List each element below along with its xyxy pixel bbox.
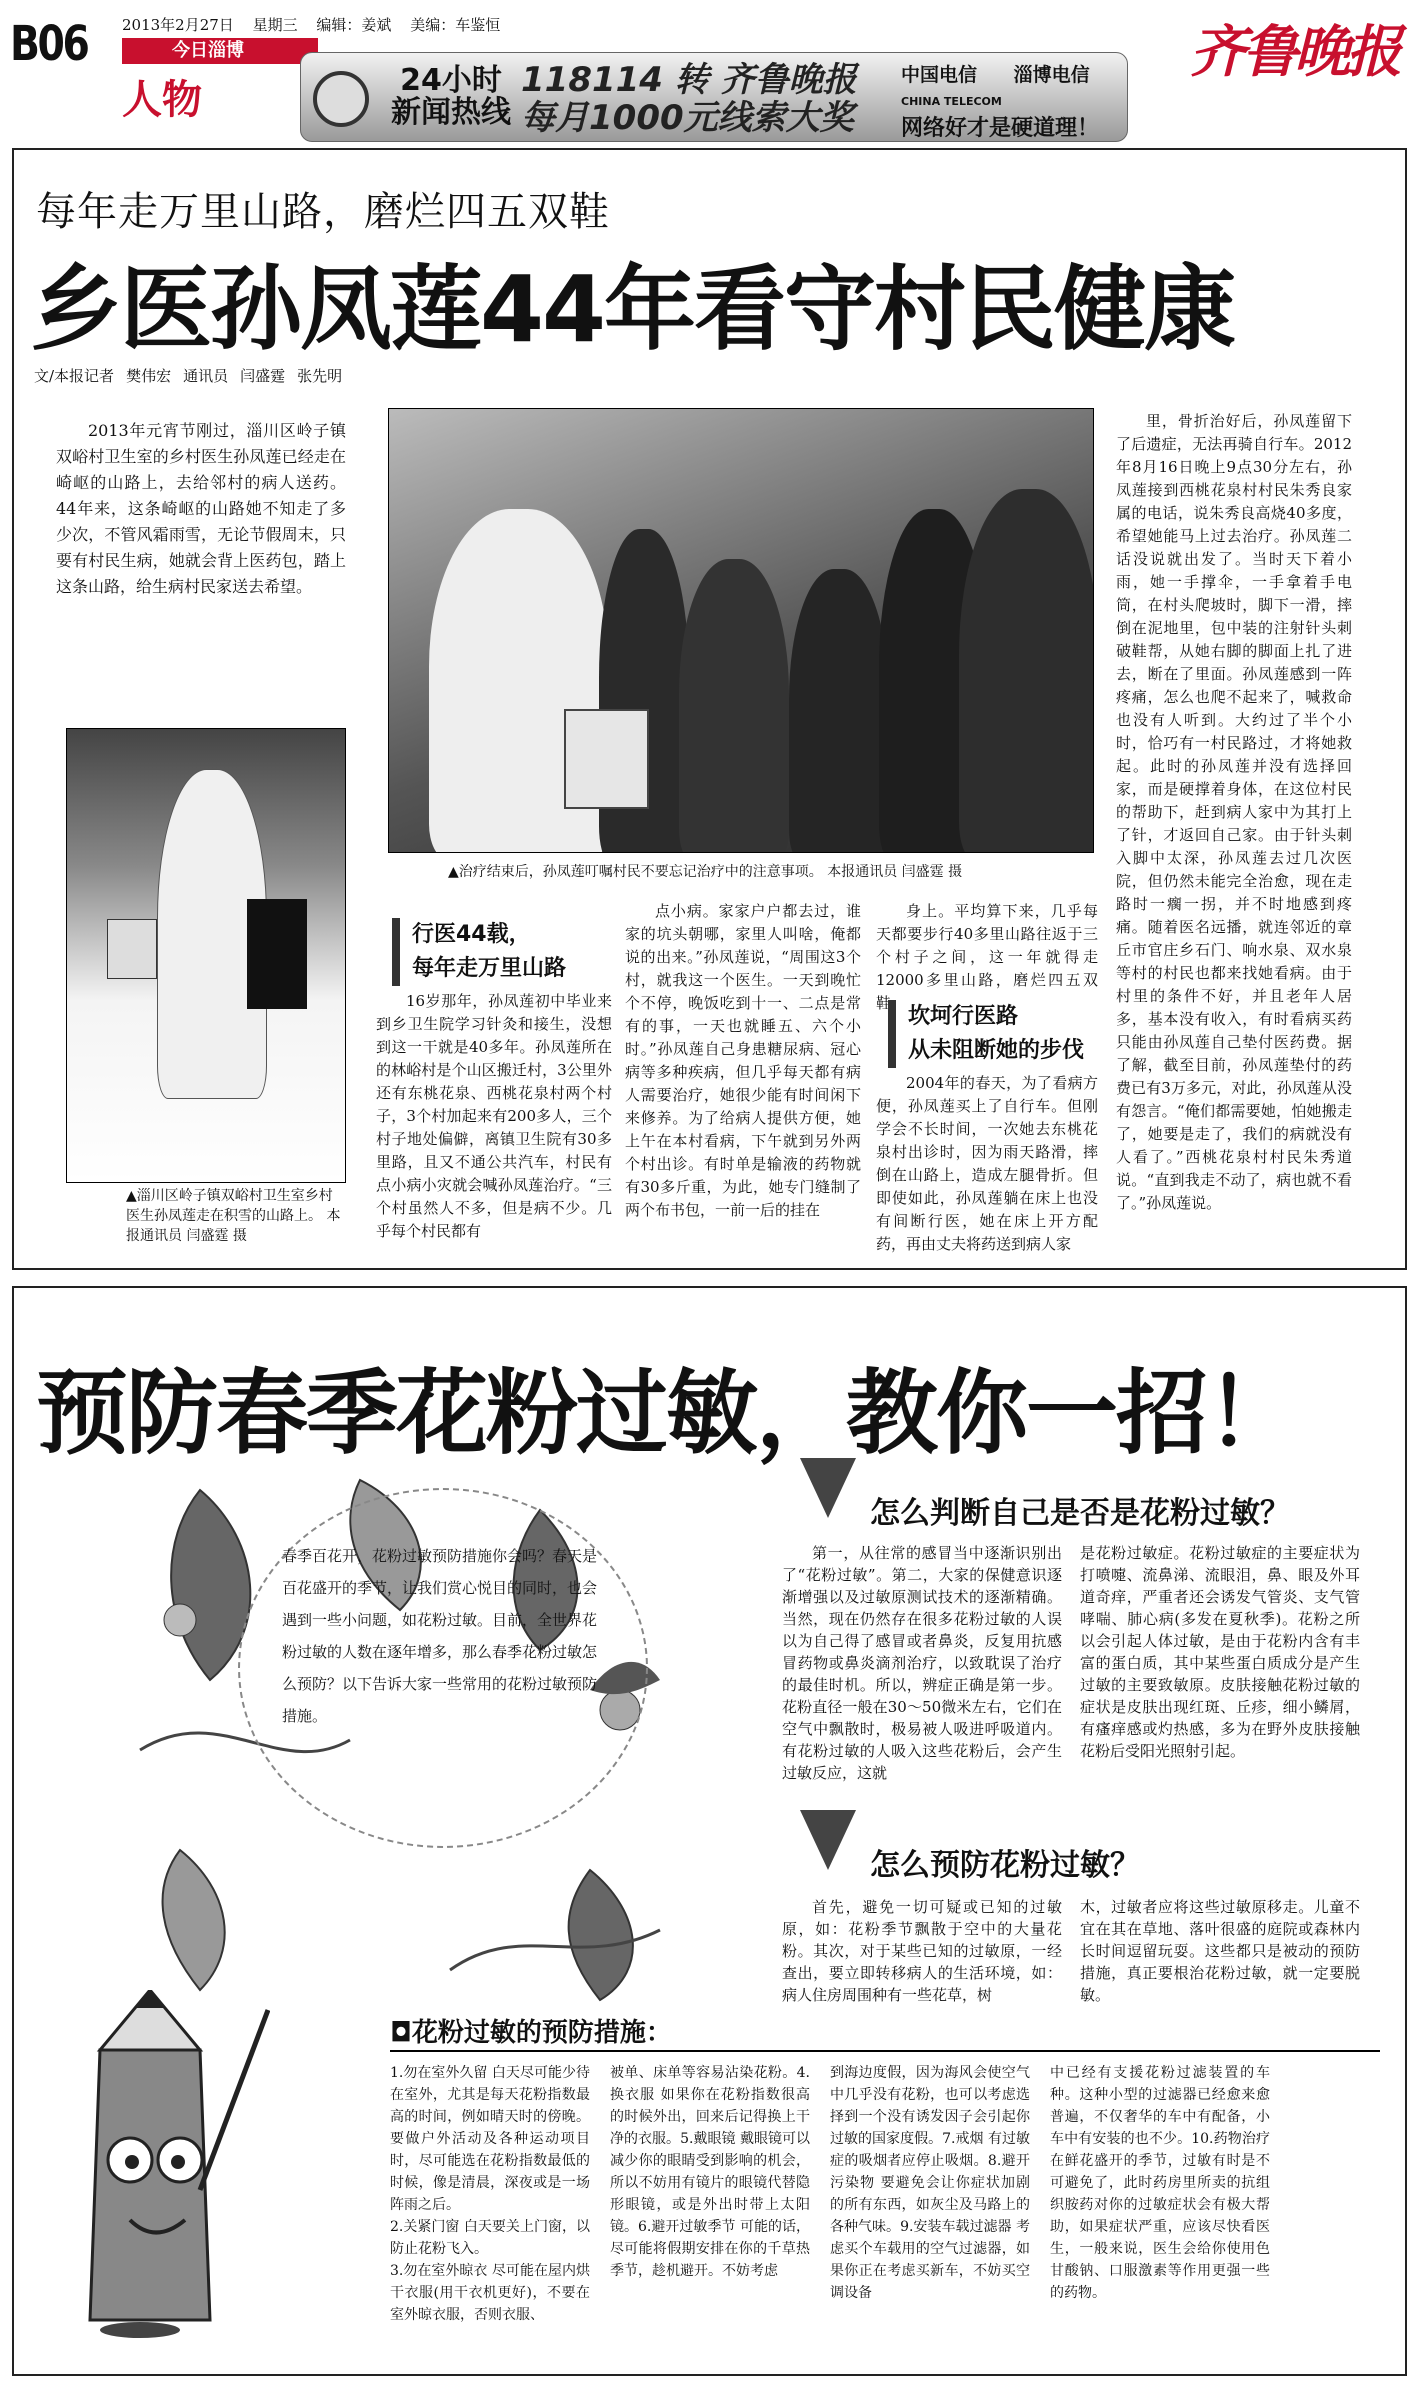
telephone-icon bbox=[313, 71, 369, 127]
article-col-5: 里，骨折治好后，孙凤莲留下了后遗症，无法再骑自行车。2012年8月16日晚上9点30分左右，孙凤莲接到西桃花泉村村民朱秀良家属的电话，说朱秀良高烧40多度，希望她能马上过去治疗。孙凤莲二话没说就出发了。当时天下着小雨，她一手撑伞，一手拿着手电筒，在村头爬坡时，脚下一滑，摔倒在泥地里，包中装的注射针头刺破鞋帮，从她右脚的脚面上扎了进去，断在了里面。孙凤莲感到一阵疼痛，怎么也爬不起来了，喊救命也没有人听到。大约过了半个小时，恰巧有一村民路过，才将她救起。此时的孙凤莲并没有选择回家，而是硬撑着身体，在这位村民的帮助下，赶到病人家中为其打上了针，才返回自己家。由于针头刺入脚中太深，孙凤莲去过几次医院，但仍然未能完全治愈，现在走路时一瘸一拐，并不时地感到疼痛。随着医名远播，就连邻近的章丘市官庄乡石门、响水泉、双水泉等村的村民也都来找她看病。由于村里的条件不好，并且老年人居多，基本没有收入，有时看病买药只能由孙凤莲自己垫付医药费。据了解，截至目前，孙凤莲垫付的药费已有3万多元，对此，孙凤莲从没有怨言。“俺们都需要她，怕她搬走了，她要是走了，我们的病就没有人看了。”西桃花泉村村民朱秀道说。“直到我走不动了，病也就不看了。”孙凤莲说。 bbox=[1116, 412, 1352, 1212]
allergy-headline: 预防春季花粉过敏，教你一招！ bbox=[36, 1360, 1297, 1467]
byline: 文/本报记者 樊伟宏 通讯员 闫盛霆 张先明 bbox=[34, 367, 343, 385]
rubric-tag: 今日淄博 bbox=[122, 38, 318, 64]
answer-2-col-2: 木，过敏者应将这些过敏原移走。儿童不宜在其在草地、落叶很盛的庭院或森林内长时间逗留玩耍。这些都只是被动的预防措施，真正要根治花粉过敏，就一定要脱敏。 bbox=[1080, 1898, 1360, 2004]
measures-rule bbox=[390, 2050, 1380, 2052]
hotline-label: 24小时 新闻热线 bbox=[391, 63, 511, 130]
photo2-caption: ▲淄川区岭子镇双峪村卫生室乡村医生孙凤莲走在积雪的山路上。 本报通讯员 闫盛霆 摄 bbox=[126, 1188, 341, 1244]
measures-col-2: 被单、床单等容易沾染花粉。4.换衣服 如果你在花粉指数很高的时候外出，回来后记得换上干净的衣服。5.戴眼镜 戴眼镜可以减少你的眼睛受到影响的机会，所以不妨用有镜片的眼镜代替隐形眼镜，或是外出时带上太阳镜。6.避开过敏季节 可能的话，尽可能将假期安排在你的千草热季节，趁机避开。不妨考虑 bbox=[610, 2065, 810, 2279]
drill-icon-2 bbox=[800, 1810, 856, 1870]
article-deck: 每年走万里山路，磨烂四五双鞋 bbox=[36, 189, 610, 235]
subhead-1: 行医44载， 每年走万里山路 bbox=[392, 918, 602, 986]
designer: 美编：车鉴恒 bbox=[410, 16, 501, 34]
measures-col-3: 到海边度假，因为海风会使空气中几乎没有花粉，也可以考虑选择到一个没有诱发因子会引起你过敏的国家度假。7.戒烟 有过敏症的吸烟者应停止吸烟。8.避开污染物 要避免会让你症状加剧的所有东西，如灰尘及马路上的各种气味。9.安装车载过滤器 考虑买个车载用的空气过滤器，如果你正在考虑买新车，不妨买空调设备 bbox=[830, 2065, 1030, 2301]
pencil-teacher-icon bbox=[40, 1990, 270, 2340]
weekday: 星期三 bbox=[252, 16, 298, 34]
photo-doctor-with-villagers bbox=[388, 408, 1094, 853]
photo-doctor-in-snow bbox=[66, 728, 346, 1183]
page-code: B06 bbox=[10, 16, 88, 72]
question-1: 怎么判断自己是否是花粉过敏？ bbox=[870, 1496, 1290, 1531]
hotline-banner bbox=[300, 52, 1128, 142]
article-lead: 2013年元宵节刚过，淄川区岭子镇双峪村卫生室的乡村医生孙凤莲已经走在崎岖的山路上，去给邻村的病人送药。44年来，这条崎岖的山路她不知走了多少次，不管风霜雨雪，无论节假周末，只要有村民生病，她就会背上医药包，踏上这条山路，给生病村民家送去希望。 bbox=[56, 421, 346, 596]
article-col-3: 身上。平均算下来，几乎每天都要步行40多里山路往返于三个村子之间，这一年就得走12000多里山路，磨烂四五双鞋。 bbox=[876, 902, 1098, 1012]
date: 2013年2月27日 bbox=[122, 16, 234, 34]
section-name: 人物 bbox=[122, 77, 202, 123]
answer-1-col-1: 第一，从往常的感冒当中逐渐识别出了“花粉过敏”。第二，大家的保健意识逐渐增强以及过敏原测试技术的逐渐精确。当然，现在仍然存在很多花粉过敏的人误以为自己得了感冒或者鼻炎，反复用抗感冒药物或鼻炎滴剂治疗，以致耽误了治疗的最佳时机。所以，辨症正确是第一步。花粉直径一般在30～50微米左右，它们在空气中飘散时，极易被人吸进呼吸道内。有花粉过敏的人吸入这些花粉后，会产生过敏反应，这就 bbox=[782, 1544, 1062, 1782]
article-col-1: 16岁那年，孙凤莲初中毕业来到乡卫生院学习针灸和接生，没想到这一干就是40多年。孙凤莲所在的林峪村是个山区搬迁村，3公里外还有东桃花泉、西桃花泉村两个村子，3个村加起来有200多人，三个村子地处偏僻，离镇卫生院有30多里路，且又不通公共汽车，村民有点小病小灾就会喊孙凤莲治疗。“三个村虽然人不多，但是病不少。几乎每个村民都有 bbox=[376, 992, 612, 1240]
newspaper-logo: 齐鲁晚报 bbox=[1190, 19, 1398, 85]
answer-1-col-2: 是花粉过敏症。花粉过敏症的主要症状为打喷嚏、流鼻涕、流眼泪，鼻、眼及外耳道奇痒，严重者还会诱发气管炎、支气管哮喘、肺心病(多发在夏秋季)。花粉之所以会引起人体过敏，是由于花粉内含有丰富的蛋白质，其中某些蛋白质成分是产生过敏的主要致敏原。皮肤接触花粉过敏的症状是皮肤出现红斑、丘疹，细小鳞屑，有瘙痒感或灼热感，多为在野外皮肤接触花粉后受阳光照射引起。 bbox=[1080, 1544, 1360, 1760]
hotline-promo: 118114 转 齐鲁晚报 每月1000元线索大奖 bbox=[521, 60, 857, 138]
editor: 编辑：姜斌 bbox=[316, 16, 392, 34]
telecom-brand: 中国电信 淄博电信 CHINA TELECOM bbox=[901, 64, 1090, 108]
article-headline: 乡医孙凤莲44年看守村民健康 bbox=[30, 256, 1235, 363]
allergy-intro: 春季百花开，花粉过敏预防措施你会吗？春天是百花盛开的季节，让我们赏心悦目的同时，也会遇到一些小问题，如花粉过敏。目前，全世界花粉过敏的人数在逐年增多，那么春季花粉过敏怎么预防？以下告诉大家一些常用的花粉过敏预防措施。 bbox=[282, 1547, 598, 1725]
header-meta bbox=[122, 14, 514, 35]
subhead-2: 坎坷行医路 从未阻断她的步伐 bbox=[888, 1000, 1098, 1068]
answer-2-col-1: 首先，避免一切可疑或已知的过敏原，如：花粉季节飘散于空中的大量花粉。其次，对于某些已知的过敏原，一经查出，要立即转移病人的生活环境，如：病人住房周围种有一些花草，树 bbox=[782, 1898, 1062, 2004]
article-col-4: 2004年的春天，为了看病方便，孙凤莲买上了自行车。但刚学会不长时间，一次她去东桃花泉村出诊时，因为雨天路滑，摔倒在山路上，造成左腿骨折。但即使如此，孙凤莲躺在床上也没有间断行医，她在床上开方配药，再由丈夫将药送到病人家 bbox=[876, 1074, 1098, 1253]
photo1-caption: ▲治疗结束后，孙凤莲叮嘱村民不要忘记治疗中的注意事项。 本报通讯员 闫盛霆 摄 bbox=[448, 864, 963, 880]
measures-title: ◘花粉过敏的预防措施： bbox=[390, 2018, 672, 2048]
telecom-slogan: 网络好才是硬道理！ bbox=[901, 116, 1100, 141]
measures-col-1: 1.勿在室外久留 白天尽可能少待在室外，尤其是每天花粉指数最高的时间，例如晴天时的傍晚。要做户外活动及各种运动项目时，尽可能选在花粉指数最低的时候，像是清晨，深夜或是一场阵雨之后。 2.关紧门窗 白天要关上门窗，以防止花粉飞入。 3.勿在室外晾衣 尽可能在屋内烘干衣服(用干衣机更好)，不要在室外晾衣服，否则衣服、 bbox=[390, 2065, 590, 2323]
measures-col-4: 中已经有支援花粉过滤装置的车种。这种小型的过滤器已经愈来愈普遍，不仅奢华的车中有配备，小车中有安装的也不少。10.药物治疗 在鲜花盛开的季节，过敏有时是不可避免了，此时药房里所卖的抗组织胺药对你的过敏症状会有极大帮助，如果症状严重，应该尽快看医生，一般来说，医生会给你使用色甘酸钠、口服激素等作用更强一些的药物。 bbox=[1050, 2065, 1270, 2301]
article-col-2: 点小病。家家户户都去过，谁家的坑头朝哪，家里人叫啥，俺都说的出来。”孙凤莲说，“周围这3个村，就我这一个医生。一天到晚忙个不停，晚饭吃到十一、二点是常有的事，一天也就睡五、六个小时。”孙凤莲自己身患糖尿病、冠心病等多种疾病，但几乎每天都有病人需要治疗，她很少能有时间闲下来修养。为了给病人提供方便，她上午在本村看病，下午就到另外两个村出诊。有时单是输液的药物就有30多斤重，为此，她专门缝制了两个布书包，一前一后的挂在 bbox=[625, 902, 861, 1219]
drill-icon bbox=[800, 1458, 856, 1518]
question-2: 怎么预防花粉过敏？ bbox=[870, 1848, 1140, 1883]
